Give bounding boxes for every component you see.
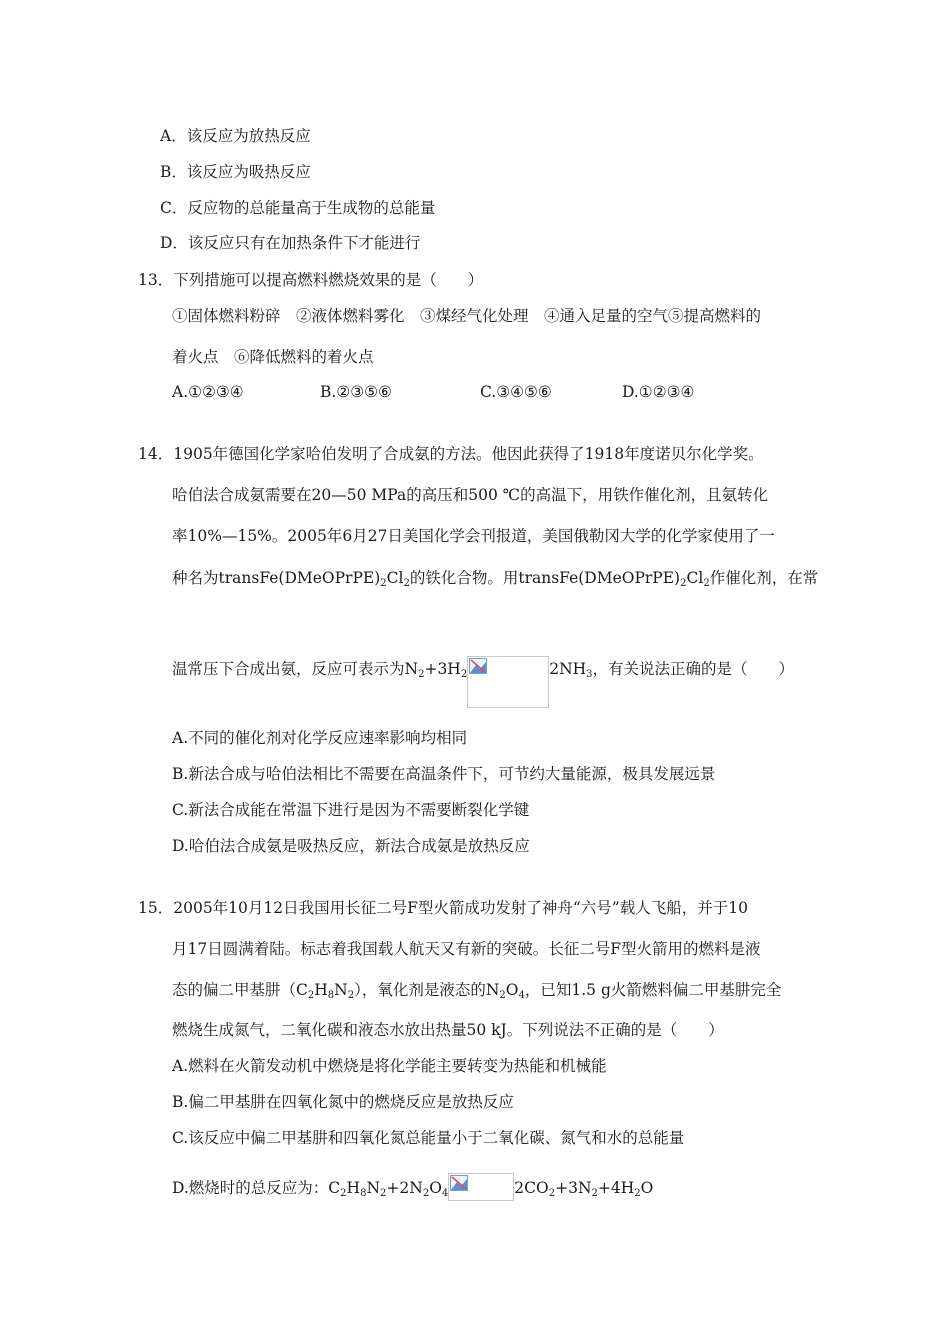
subscript: 2 — [380, 1188, 387, 1199]
q15-line1-text: 2005年10月12日我国用长征二号F型火箭成功发射了神舟“六号”载人飞船，并于10 — [173, 899, 748, 917]
subscript: 2 — [680, 578, 687, 589]
subscript: 2 — [634, 1188, 641, 1199]
q14-option-d: D.哈伯法合成氨是吸热反应，新法合成氨是放热反应 — [172, 837, 530, 855]
subscript: 2 — [340, 1188, 347, 1199]
q15-line2: 月17日圆满着陆。标志着我国载人航天又有新的突破。长征二号F型火箭用的燃料是液 — [172, 940, 761, 958]
q14-line5 — [172, 656, 794, 708]
q13-items-line2: 着火点 ⑥降低燃料的着火点 — [172, 348, 374, 366]
text-run: Cl — [386, 569, 404, 587]
q13-stem — [138, 270, 483, 290]
q13-items-line1: ①固体燃料粉碎 ②液体燃料雾化 ③煤经气化处理 ④通入足量的空气⑤提高燃料的 — [172, 307, 762, 325]
subscript: 2 — [703, 578, 710, 589]
text-run: 态的偏二甲基肼（C — [172, 981, 308, 999]
q13-number: 13． — [138, 271, 174, 289]
text-run: +2N — [386, 1179, 423, 1197]
q14-option-b: B.新法合成与哈伯法相比不需要在高温条件下，可节约大量能源，极具发展远景 — [172, 765, 716, 783]
q14-line4 — [172, 568, 818, 588]
q13-choices — [172, 382, 694, 402]
q13-question: 下列措施可以提高燃料燃烧效果的是（ ） — [173, 271, 484, 289]
text-run: ，有关说法正确的是（ ） — [592, 660, 795, 678]
subscript: 8 — [327, 990, 335, 1001]
q13-choice-a: A.①②③④ — [172, 383, 244, 401]
q14-option-a: A.不同的催化剂对化学反应速率影响均相同 — [172, 729, 468, 747]
subscript: 4 — [518, 990, 525, 1001]
q15-option-c: C.该反应中偏二甲基肼和四氧化氮总能量小于二氧化碳、氮气和水的总能量 — [172, 1129, 685, 1147]
subscript: 2 — [548, 1188, 556, 1199]
text-run: 温常压下合成出氨，反应可表示为N — [172, 660, 419, 678]
subscript: 8 — [360, 1188, 367, 1199]
q14-line1-text: 1905年德国化学家哈伯发明了合成氨的方法。他因此获得了1918年度诺贝尔化学奖。 — [173, 445, 764, 463]
broken-image-icon — [448, 1173, 514, 1201]
text-run: +3H — [424, 660, 461, 678]
subscript: 2 — [499, 990, 506, 1001]
text-run: +3N — [555, 1179, 592, 1197]
text-run: N — [334, 981, 348, 999]
q12-option-a: A．该反应为放热反应 — [160, 127, 311, 145]
q14-line1 — [138, 444, 764, 464]
text-run: 2NH — [549, 660, 587, 678]
q14-number: 14． — [138, 445, 174, 463]
q14-line3: 率10%—15%。2005年6月27日美国化学会刊报道，美国俄勒冈大学的化学家使用了一 — [172, 527, 775, 545]
q13-choice-c: C.③④⑤⑥ — [480, 383, 552, 401]
q15-line4: 燃烧生成氮气，二氧化碳和液态水放出热量50 kJ。下列说法不正确的是（ ） — [172, 1021, 724, 1039]
text-run: O — [640, 1179, 654, 1197]
subscript: 2 — [347, 990, 355, 1001]
text-run: +4H — [597, 1179, 635, 1197]
subscript: 2 — [460, 669, 468, 680]
q14-line2: 哈伯法合成氨需要在20—50 MPa的高压和500 ℃的高温下，用铁作催化剂，且氨转化 — [172, 486, 769, 504]
text-run: ，已知1.5 g火箭燃料偏二甲基肼完全 — [524, 981, 782, 999]
q12-option-c: C．反应物的总能量高于生成物的总能量 — [160, 199, 436, 217]
q14-option-c: C.新法合成能在常温下进行是因为不需要断裂化学键 — [172, 801, 530, 819]
text-run: D.燃烧时的总反应为：C — [172, 1179, 341, 1197]
q15-line1 — [138, 898, 748, 918]
text-run: 的铁化合物。用transFe(DMeOPrPE) — [409, 569, 681, 587]
subscript: 2 — [380, 578, 387, 589]
q15-option-d — [172, 1173, 653, 1201]
text-run: O — [429, 1179, 442, 1197]
subscript: 2 — [403, 578, 410, 589]
q15-number: 15． — [138, 899, 174, 917]
subscript: 3 — [586, 669, 593, 680]
text-run: N — [366, 1179, 381, 1197]
text-run: H — [314, 981, 328, 999]
q12-option-b: B．该反应为吸热反应 — [160, 163, 311, 181]
text-run: Cl — [686, 569, 704, 587]
text-run: H — [346, 1179, 361, 1197]
subscript: 2 — [422, 1188, 430, 1199]
q15-option-b: B.偏二甲基肼在四氧化氮中的燃烧反应是放热反应 — [172, 1093, 514, 1111]
broken-image-glyph — [450, 1175, 468, 1191]
text-run: ），氧化剂是液态的N — [354, 981, 500, 999]
text-run: O — [505, 981, 519, 999]
text-run: 作催化剂，在常 — [709, 569, 819, 587]
q13-choice-d: D.①②③④ — [622, 383, 695, 401]
q15-option-a: A.燃料在火箭发动机中燃烧是将化学能主要转变为热能和机械能 — [172, 1057, 607, 1075]
subscript: 2 — [591, 1188, 598, 1199]
q12-option-d: D．该反应只有在加热条件下才能进行 — [160, 234, 421, 252]
subscript: 2 — [418, 669, 425, 680]
broken-image-icon — [467, 656, 549, 708]
broken-image-glyph — [469, 658, 487, 674]
q15-line3 — [172, 980, 781, 1000]
text-run: 2CO — [514, 1179, 549, 1197]
text-run: 种名为transFe(DMeOPrPE) — [172, 569, 381, 587]
q13-choice-b: B.②③⑤⑥ — [320, 383, 392, 401]
subscript: 4 — [441, 1188, 449, 1199]
subscript: 2 — [307, 990, 315, 1001]
